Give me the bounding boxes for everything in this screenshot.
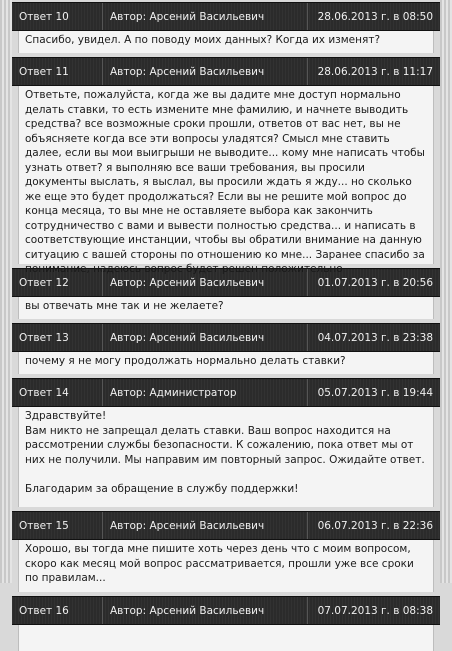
reply-number: Ответ 12 — [12, 269, 103, 296]
message-body: Ответьте, пожалуйста, когда же вы дадите мне доступ нормально делать ставки, то есть измените мне фамилию, и начнете выводить средства? все возможные сроки прошли, ответов от вас нет, вы не объясняете когда все эти вопросы уладятся? Смысл мне ставить далее, если вы мои выигрыши не выводите... кому мне написать чтобы узнать ответ? я выполняю все ваши требования, вы просили документы выслать, я выслал, вы просили ждать я жду... но сколько же еще это будет продолжаться? Если вы не решите мой вопрос до конца месяца, то вы мне не оставляете выбора как закончить сотрудничество с вами и вывести полностью средства... и написать в соответствующие инстанции, чтобы вы обратили внимание на данную ситуацию с вашей стороны по отношению ко мне... Заранее спасибо за понимание, надеюсь вопрос будет решен положительно — [18, 86, 434, 264]
reply-author: Автор: Арсений Васильевич — [103, 269, 308, 296]
message-header — [12, 378, 440, 407]
reply-author: Автор: Администратор — [103, 379, 308, 406]
reply-date: 04.07.2013 г. в 23:38 — [317, 331, 433, 344]
reply-author: Автор: Арсений Васильевич — [103, 597, 308, 624]
right-border — [440, 0, 452, 583]
left-border — [0, 0, 12, 583]
message-header — [12, 268, 440, 297]
message-body: Хорошо, вы тогда мне пишите хоть через день что с моим вопросом, скоро как месяц мой вопрос рассматривается, прошли уже все сроки по правилам... — [18, 540, 434, 592]
message-header — [12, 596, 440, 625]
reply-date: 28.06.2013 г. в 08:50 — [317, 10, 433, 23]
message-body: Здравствуйте! Вам никто не запрещал делать ставки. Ваш вопрос находится на рассмотрении службы безопасности. К сожалению, пока ответ мы от них не получили. Мы направим им повторный запрос. Ожидайте ответ. Благодарим за обращение в службу поддержки! — [18, 407, 434, 507]
reply-number: Ответ 13 — [12, 324, 103, 351]
message-header — [12, 2, 440, 31]
reply-author: Автор: Арсений Васильевич — [103, 58, 308, 85]
reply-number: Ответ 16 — [12, 597, 103, 624]
message-body — [18, 625, 434, 651]
message-header — [12, 57, 440, 86]
reply-number: Ответ 11 — [12, 58, 103, 85]
message-body: почему я не могу продолжать нормально делать ставки? — [18, 352, 434, 374]
message-body: вы отвечать мне так и не желаете? — [18, 297, 434, 319]
reply-date: 06.07.2013 г. в 22:36 — [317, 519, 433, 532]
reply-author: Автор: Арсений Васильевич — [103, 324, 308, 351]
message-thread — [12, 0, 440, 651]
reply-number: Ответ 10 — [12, 3, 103, 30]
message-body: Спасибо, увидел. А по поводу моих данных? Когда их изменят? — [18, 31, 434, 53]
reply-date: 07.07.2013 г. в 08:38 — [317, 604, 433, 617]
message-header — [12, 323, 440, 352]
reply-number: Ответ 14 — [12, 379, 103, 406]
message-header — [12, 511, 440, 540]
reply-date: 05.07.2013 г. в 19:44 — [317, 386, 433, 399]
reply-date: 01.07.2013 г. в 20:56 — [317, 276, 433, 289]
reply-number: Ответ 15 — [12, 512, 103, 539]
reply-author: Автор: Арсений Васильевич — [103, 3, 308, 30]
reply-author: Автор: Арсений Васильевич — [103, 512, 308, 539]
reply-date: 28.06.2013 г. в 11:17 — [317, 65, 433, 78]
